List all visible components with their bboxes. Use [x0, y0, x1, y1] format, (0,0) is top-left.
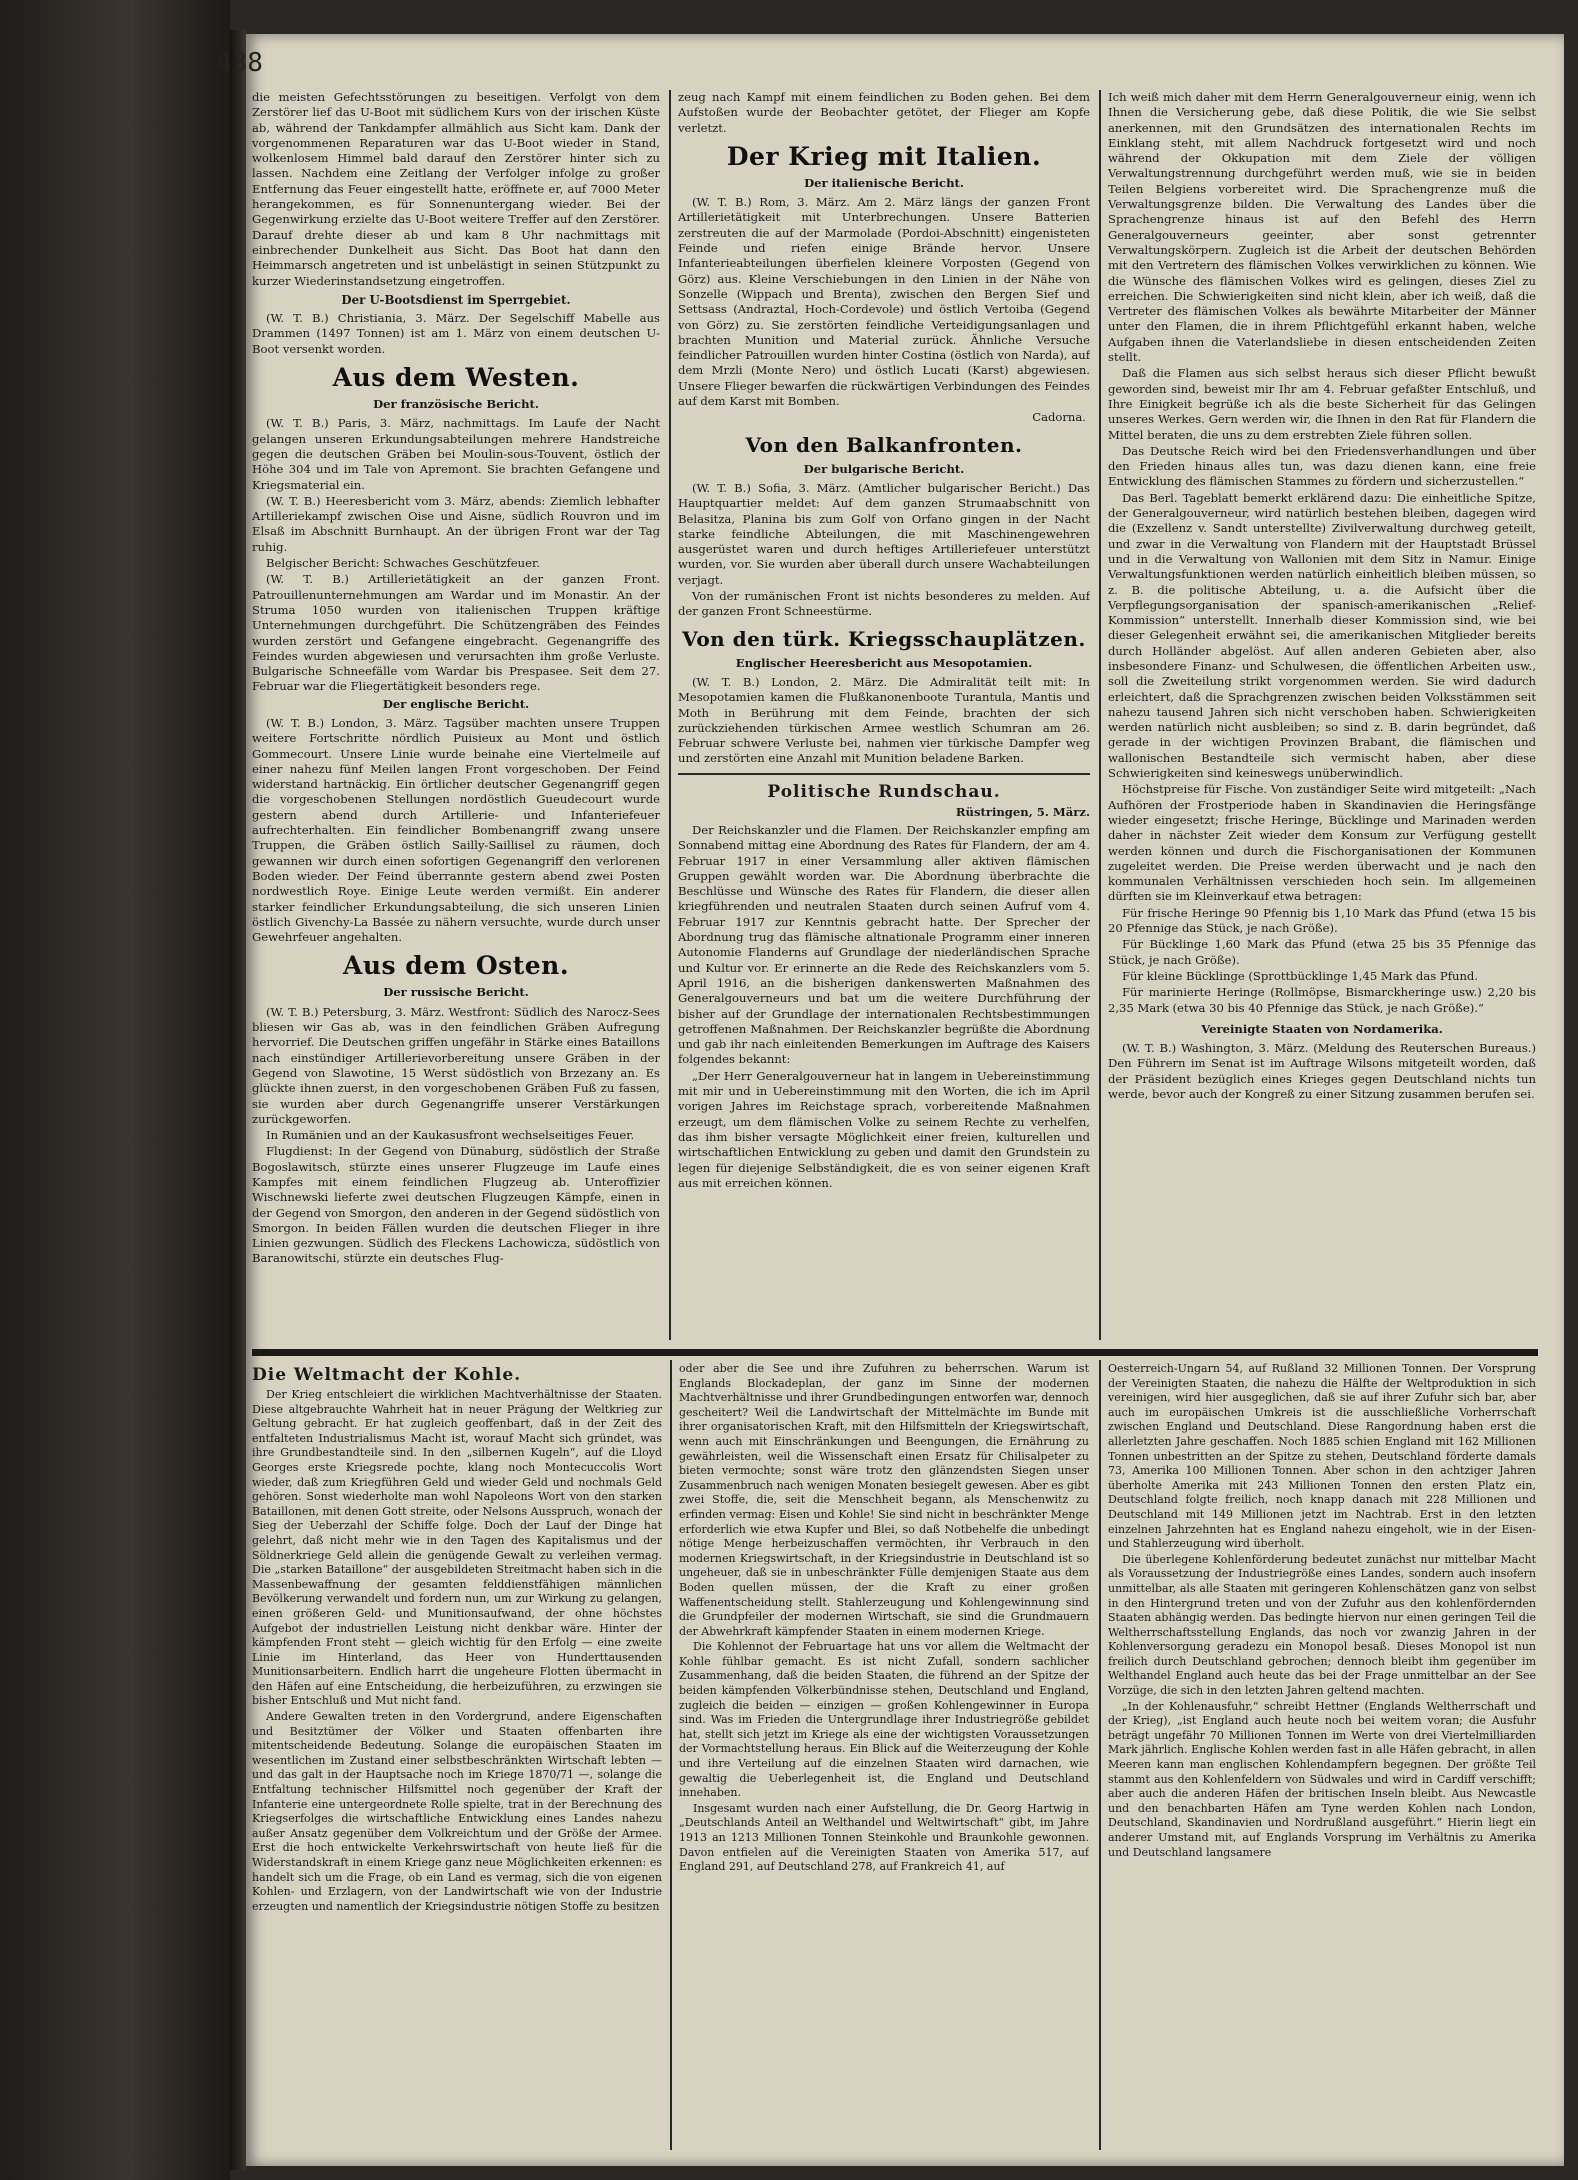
colB-intro — [678, 90, 1090, 136]
kohle-rule-2 — [1099, 1360, 1101, 2150]
paragraph: zeug nach Kampf mit einem feindlichen zu Boden gehen. Bei dem Aufstoßen wurde der Beobachter getötet, der Flieger am Kopfe verletzt. — [678, 90, 1090, 135]
paragraph: (W. T. B.) Sofia, 3. März. (Amtlicher bulgarischer Bericht.) Das Hauptquartier meldet: Auf dem ganzen Strumaabschnitt von Belasitza, Planina bis zum Golf von Orfano gingen in der Nacht starke feindliche Abteilungen, die mit Maschinengewehren ausgerüstet waren und durch heftiges Artilleriefeuer unterstützt wurden, vor. Sie wurden aber überall durch unsere Wachabteilungen verjagt. — [678, 480, 1090, 587]
paragraph: (W. T. B.) Heeresbericht vom 3. März, abends: Ziemlich lebhafter Artilleriekampf zwischen Oise und Aisne, südlich Rouvron und im Elsaß im Abschnitt Burnhaupt. An der übrigen Front war der Tag ruhig. — [252, 493, 660, 554]
paragraph: Für marinierte Heringe (Rollmöpse, Bismarckheringe usw.) 2,20 bis 2,35 Mark (etwa 30 bis 40 Pfennige das Stück, je nach Größe).“ — [1108, 985, 1536, 1015]
paragraph: (W. T. B.) Artillerietätigkeit an der ganzen Front. Patrouillenunternehmungen am Wardar und im Monastir. An der Struma 1050 wurden von italienischen Truppen kräftige Unternehmungen durchgeführt. Die Schützengräben des Feindes wurden zerstört und Gefangene eingebracht. Gegenangriffe des Feindes wurden abgewiesen und verursachten ihm große Verluste. Bulgarische Schneefälle vom Wardar bis Prespasee. Seit dem 27. Februar war die Fliegertätigkeit besonders rege. — [252, 572, 660, 694]
westen-subhead: Der französische Bericht. — [373, 397, 539, 412]
paragraph: Die überlegene Kohlenförderung bedeutet zunächst nur mittelbar Macht als Voraussetzung der Industriegröße eines Landes, sondern auch insofern unmittelbar, als alle Staaten mit geringeren Kohlenschätzen ganz von selbst in den Hintergrund treten und von der Zufuhr aus den kohlenfördernden Staaten abhängig werden. Das bedingte hiervon nur einen geringen Teil die Weltherrschaftsstellung Englands, das noch vor zwanzig Jahren in der Kohlenversorgung geradezu ein Monopol besaß. Dieses Monopol ist nun freilich durch Deutschland gebrochen; dennoch bleibt ihm gegenüber im Welthandel England auch heute das bei der Frage unmittelbar an der See Vorzüge, die sich in den letzten Jahren geltend machten. — [1108, 1552, 1536, 1698]
paragraph: Für kleine Bücklinge (Sprottbücklinge 1,45 Mark das Pfund. — [1122, 968, 1479, 983]
politik-headline: Politische Rundschau. — [767, 781, 1001, 802]
paragraph: „In der Kohlenausfuhr,“ schreibt Hettner (Englands Weltherrschaft und der Krieg), „ist England auch heute noch bei weitem voran; die Ausfuhr beträgt ungefähr 70 Millionen Tonnen im Werte von drei Viertelmilliarden Mark jährlich. Englische Kohlen werden fast in alle Häfen gebracht, in allen Meeren kann man englischen Kohlendampfern begegnen. Der größte Teil stammt aus den Kohlenfeldern von Südwales und wird in Cardiff verschifft; aber auch die anderen Häfen der britischen Inseln bleibt. Aus Newcastle und den benachbarten Häfen am Tyne werden Kohlen nach London, Deutschland, Skandinavien und Nordrußland ausgeführt.“ Hierin liegt ein anderer Umstand mit, auf Englands Vorsprung im Verhältnis zu Amerika und Deutschland langsamere — [1108, 1699, 1536, 1859]
page-number: 438 — [216, 48, 263, 78]
paragraph: Daß die Flamen aus sich selbst heraus sich dieser Pflicht bewußt geworden sind, beweist mir Ihr am 4. Februar gefaßter Entschluß, und Ihre Einigkeit begrüße ich als die beste Sicherheit für das Gelingen unseres Werkes. Gern werden wir, die Ihnen in den Rat für Flandern die Mittel beraten, die uns zu dem erstrebten Ziele führen sollen. — [1108, 366, 1536, 442]
paragraph: Andere Gewalten treten in den Vordergrund, andere Eigenschaften und Besitztümer der Völker und Staaten offenbarten ihre mitentscheidende Bedeutung. Solange die europäischen Staaten im wesentlichen im Zustand einer selbstbeschränkten Wirtschaft lebten — und das galt in der Hauptsache noch im Kriege 1870/71 —, solange die Entfaltung technischer Hilfsmittel noch gegenüber der Kraft der Infanterie eine untergeordnete Rolle spielte, trat in der Berechnung des Kriegserfolges die wirtschaftliche Entwicklung eines Landes nahezu außer Ansatz gegenüber dem Volkreichtum und der Größe der Armee. Erst die hoch entwickelte Verkehrswirtschaft von heute ließ für die Widerstandskraft in einem Kriege ganz neue Möglichkeiten erkennen: es handelt sich um die Frage, ob ein Land es vermag, sich die von eigenen Kohlen- und Erzlagern, von der Landwirtschaft wie von der Industrie erzeugten und namentlich der Kriegsindustrie nötigen Stoffe zu besitzen — [252, 1710, 662, 1913]
balkan-subhead: Der bulgarische Bericht. — [803, 461, 965, 476]
paragraph: Für frische Heringe 90 Pfennig bis 1,10 Mark das Pfund (etwa 15 bis 20 Pfennige das Stück, je nach Größe). — [1108, 905, 1536, 936]
paragraph: Die Kohlennot der Februartage hat uns vor allem die Weltmacht der Kohle fühlbar gemacht. Es ist nicht Zufall, sondern sachlicher Zusammenhang, daß die beiden Staaten, die führend an der Spitze der beiden kämpfenden Völkerbündnisse stehen, Deutschland und England, zugleich die beiden — einzigen — großen Kohlengewinner in Europa sind. Was im Frieden die Untergrundlage ihrer Industriegröße gebildet hat, stellt sich jetzt im Kriege als eine der wichtigsten Voraussetzungen der Vormachtstellung heraus. Ein Blick auf die Weiterzeugung der Kohle und ihre Verteilung auf die einzelnen Staaten wird darnachen, wie gewaltig die Ueberlegenheit ist, die England und Deutschland innehaben. — [679, 1640, 1089, 1800]
politik-dateline: Rüstringen, 5. März. — [955, 804, 1090, 819]
column-rule-1 — [669, 90, 671, 1340]
section-rule — [252, 1349, 1538, 1356]
colC-politik-cont — [1108, 90, 1536, 1016]
paragraph: (W. T. B.) London, 2. März. Die Admiralität teilt mit: In Mesopotamien kamen die Flußkanonenboote Turantula, Mantis und Moth in Berührung mit dem Feinde, brachten der sich zurückziehenden türkischen Armee westlich Schumran am 26. Februar schwere Verluste bei, nahmen vier türkische Dampfer weg und zerstörten eine Anzahl mit Munition beladene Barken. — [678, 674, 1090, 766]
paragraph: Für Bücklinge 1,60 Mark das Pfund (etwa 25 bis 35 Pfennige das Stück, je nach Größe). — [1108, 937, 1536, 967]
paragraph: Flugdienst: In der Gegend von Dünaburg, südöstlich der Straße Bogoslawitsch, stürzte eines unserer Flugzeuge im Laufe eines Kampfes mit einem feindlichen Flugzeug ab. Unteroffizier Wischnewski lieferte zwei deutschen Flugzeugen Kämpfe, einen in der Gegend von Smorgon, den anderen in der Gegend südöstlich von Smorgon. In beiden Fällen wurden die deutschen Flieger in ihre Linien gezwungen. Südlich des Fleckens Lachowicza, südöstlich von Baranowitschi, stürzte ein deutsches Flug- — [252, 1144, 660, 1266]
paragraph: Insgesamt wurden nach einer Aufstellung, die Dr. Georg Hartwig in „Deutschlands Anteil an Welthandel und Weltwirtschaft“ gibt, im Jahre 1913 an 1213 Millionen Tonnen Steinkohle und Braunkohle gewonnen. Davon entfielen auf die Vereinigten Staaten von Amerika 517, auf England 291, auf Deutschland 278, auf Frankreich 41, auf — [679, 1801, 1089, 1874]
paragraph: Oesterreich-Ungarn 54, auf Rußland 32 Millionen Tonnen. Der Vorsprung der Vereinigten Staaten, die nahezu die Hälfte der Weltproduktion in sich vereinigen, wird hier ausgeglichen, daß sie auf ihrer Zufuhr sich bar, aber auch im europäischen Umkreis ist die ausschließliche Vorherrschaft zwischen England und Deutschland. Diese Rangordnung haben erst die allerletzten Jahre geschaffen. Noch 1885 schien England mit 162 Millionen Tonnen unbestritten an der Spitze zu stehen, Deutschland förderte damals 73, Amerika 100 Millionen Tonnen. Aber schon in den achtziger Jahren überholte Amerika mit 243 Millionen Tonnen den ersten Platz ein, Deutschland folgte freilich, noch knapp danach mit 228 Millionen und Deutschland mit 149 Millionen jetzt im Nachtrab. Erst in den letzten einzelnen Jahrzehnten hat es England nahezu eingeholt, wie in der Eisen- und Stahlerzeugung wird überholt. — [1108, 1362, 1536, 1551]
colC-usa — [1108, 1041, 1536, 1102]
paragraph: oder aber die See und ihre Zufuhren zu beherrschen. Warum ist Englands Blockadeplan, der ganz im Sinne der modernen Machtverhältnisse und ihrer Grundbedingungen entworfen war, dennoch gescheitert? Weil die Landwirtschaft der Mittelmächte im Bunde mit ihrer organisatorischen Kraft, mit den Hilfsmitteln der Kriegswirtschaft, wenn auch mit Einschränkungen und Beengungen, die Ernährung zu gewährleisten, weil die Wissenschaft einen Ersatz für Chilisalpeter zu bieten vermochte; sonst wäre trotz den glänzendsten Siegen unser Zusammenbruch nach wenigen Monaten besiegelt gewesen. Aber es gibt zwei Stoffe, die, seit die Menschheit begann, als Menschenwitz zu erfinden vermag: Eisen und Kohle! Sie sind nicht in beschränkter Menge erforderlich wie etwa Kupfer und Blei, so daß Notbehelfe die unbedingt nötige Menge herbeizuschaffen vermöchten, ihr Verbrauch in den modernen Kriegswirtschaft, in der Kriegsindustrie in Deutschland ist so ungeheuer, daß sie in unbeschränkter Fülle demjenigen Staate aus dem Boden quellen müssen, der die Kraft zu einer großen Waffenentscheidung stellt. Stahlerzeugung und Kohlengewinnung sind die Grundpfeiler der modernen Wirtschaft, sie sind die Grundmauern der Abwehrkraft kämpfender Staaten in einem modernen Kriege. — [679, 1362, 1089, 1638]
colA-ubootdienst — [252, 311, 660, 357]
englisch-subhead: Der englische Bericht. — [382, 696, 530, 711]
balkan-headline: Von den Balkanfronten. — [745, 432, 1023, 457]
page-gutter — [230, 30, 246, 2170]
paragraph: Das Berl. Tageblatt bemerkt erklärend dazu: Die einheitliche Spitze, der Generalgouverneur, wird natürlich bestehen bleiben, dagegen wird die (Exzellenz v. Sandt unterstellte) Zivilverwaltung durchweg geteilt, und zwar in die Verwaltung von Flandern mit der Hauptstadt Brüssel und in die Verwaltung von Wallonien mit dem Sitz in Namur. Einige Verwaltungsfunktionen werden natürlich einheitlich bleiben müssen, so z. B. die politische Abteilung, u. a. die Aufsicht über die Verpflegungsorganisation der spanisch-amerikanischen „Relief-Kommission“ unterstellt. Innerhalb dieser Kommission sind, wie bei dieser Gelegenheit erwähnt sei, die amerikanischen Mitglieder bereits durch Holländer abgelöst. Auf allen anderen Gebieten aber, also insbesondere Finanz- und Schulwesen, die öffentlichen Arbeiten usw., soll die Zweiteilung strikt vorgenommen werden. Sie wird dadurch erleichtert, daß die Sprachgrenzen zwischen beiden Volksstämmen seit nahezu tausend Jahren sich nicht verschoben haben. Schwierigkeiten werden natürlich nicht ausbleiben; so sind z. B. darin begründet, daß gerade in der wichtigen Provinzen Brabant, die flämischen und wallonischen Bestandteile sich vermischt haben, aber diese Schwierigkeiten sind keineswegs unüberwindlich. — [1108, 490, 1536, 781]
column-a-top — [252, 90, 660, 1345]
paragraph: „Der Herr Generalgouverneur hat in langem in Uebereinstimmung mit mir und in Uebereinstimmung mit den Worten, die ich im April vorigen Jahres im Reichstage sprach, vorbereitende Maßnahmen erzeugt, um dem flämischen Volke zu seinem Rechte zu verhelfen, das ihm bisher versagte Möglichkeit einer freien, kulturellen und wirtschaftlichen Entwicklung zu geben und damit den Grundstein zu legen für diejenige Selbständigkeit, die es von seiner eigenen Kraft aus mit erreichen können. — [678, 1068, 1090, 1190]
kohle-rule-1 — [670, 1360, 672, 2150]
kohle-col3-text — [1108, 1362, 1536, 1860]
paragraph: (W. T. B.) Rom, 3. März. Am 2. März längs der ganzen Front Artillerietätigkeit mit Unterbrechungen. Unsere Batterien zerstreuten die auf der Marmolade (Pordoi-Abschnitt) eingenisteten Feinde und riefen einige Brände hervor. Unsere Infanterieabteilungen überfielen kleinere Vorposten (Gegend von Görz) aus. Kleine Verschiebungen in den Linien in der Nähe von Sonzelle (Wippach und Brenta), zwischen den Bergen Sief und Settsass (Andraztal, Hoch-Cordevole) und östlich Vertoiba (Gegend von Görz) zu. Sie zerstörten feindliche Verteidigungsanlagen und brachten Munition und Material zurück. Ähnliche Versuche feindlicher Patrouillen wurden hinter Costina (östlich von Narda), auf dem Mrzli (Monte Nero) und östlich Lucati (Karst) abgewiesen. Unsere Flieger bewarfen die rückwärtigen Verbindungen des Feindes auf dem Karst mit Bomben. — [678, 195, 1090, 409]
kohle-col2-text — [679, 1362, 1089, 1875]
paragraph: Belgischer Bericht: Schwaches Geschützfeuer. — [266, 556, 540, 571]
westen-headline: Aus dem Westen. — [332, 363, 580, 393]
kohle-col1-text — [252, 1388, 662, 1914]
column-rule-2 — [1099, 90, 1101, 1340]
italien-headline: Der Krieg mit Italien. — [726, 141, 1042, 171]
paragraph: Ich weiß mich daher mit dem Herrn Generalgouverneur einig, wenn ich Ihnen die Versicherung gebe, daß diese Politik, die wie Sie selbst anerkennen, mit den Grundsätzen des internationalen Rechts im Einklang steht, mit allem Nachdruck fortgesetzt wird und noch während der Okkupation mit dem Ziele der völligen Verwaltungstrennung durchgeführt werden muß, wie sie in beiden Teilen Belgiens vorbereitet wird. Die Sprachengrenze muß die Verwaltungsgrenze bilden. Die Verwaltung des Landes über die Sprachengrenze hinaus ist auf den Befehl des Herrn Generalgouverneurs geeinter, aber sonst getrennter Verwaltungskörpern. Zugleich ist die Arbeit der deutschen Behörden mit den Vertretern des flämischen Volkes verwirklichen zu können. Wie die Wünsche des flämischen Volkes wird es gelingen, dieses Ziel zu erreichen. Die Schwierigkeiten sind nicht klein, aber ich weiß, daß die Vertreter des flämischen Volkes als bewährte Mitarbeiter der Männer unter den Flamen, die in ihrem Pflichtgefühl erkannt haben, welche Aufgaben ihnen die Vaterlandsliebe in diesen entscheidenden Zeiten stellt. — [1108, 90, 1536, 365]
paragraph: (W. T. B.) Paris, 3. März, nachmittags. Im Laufe der Nacht gelangen unseren Erkundungsabteilungen mehrere Handstreiche gegen die deutschen Gräben bei Moulin-sous-Touvent, östlich der Höhe 304 und im Tale von Apremont. Sie brachten Gefangene und Kriegsmaterial ein. — [252, 416, 660, 492]
kohle-column-3 — [1108, 1362, 1536, 2152]
italien-signature: Cadorna. — [1032, 410, 1086, 425]
paragraph: Das Deutsche Reich wird bei den Friedensverhandlungen und über den Frieden hinaus alles tun, was dazu dienen kann, eine freie Entwicklung des flämischen Stammes zu fördern und sicherzustellen.“ — [1108, 443, 1536, 489]
osten-headline: Aus dem Osten. — [342, 951, 570, 981]
book-spine — [0, 0, 230, 2180]
column-b-top — [678, 90, 1090, 1345]
paragraph: In Rumänien und an der Kaukasusfront wechselseitiges Feuer. — [266, 1128, 635, 1143]
kohle-column-2 — [679, 1362, 1089, 2152]
kohle-headline: Die Weltmacht der Kohle. — [252, 1365, 522, 1385]
colA-englisch — [252, 716, 660, 945]
paragraph: (W. T. B.) Christiania, 3. März. Der Segelschiff Mabelle aus Drammen (1497 Tonnen) ist am 1. März von einem deutschen U-Boot versenkt worden. — [252, 311, 660, 356]
paragraph: (W. T. B.) London, 3. März. Tagsüber machten unsere Truppen weitere Fortschritte nördlich Puisieux au Mont und östlich Gommecourt. Unsere Linie wurde beinahe eine Viertelmeile auf einer nahezu fünf Meilen langen Front vorgeschoben. Der Feind widerstand hartnäckig. Ein örtlicher deutscher Gegenangriff gegen die vorgeschobenen Stellungen nordöstlich Gueudecourt wurde gestern abend durch Artillerie- und Infanteriefeuer aufrechterhalten. Ein feindlicher Bombenangriff zwang unsere Truppen, die Gräben östlich Sailly-Saillisel zu räumen, doch gewannen wir durch einen sofortigen Gegenangriff den verlorenen Boden wieder. Der Feind überrannte gestern abend zwei Posten nordwestlich Roye. Einige Leute werden vermißt. Ein anderer starker feindlicher Erkundungsabteilung, die sich unseren Linien östlich Givenchy-La Bassée zu nähern versuchte, wurde durch unser Gewehrfeuer angehalten. — [252, 715, 660, 945]
colB-italien — [678, 195, 1090, 409]
paragraph: die meisten Gefechtsstörungen zu beseitigen. Verfolgt von dem Zerstörer lief das U-Boot mit südlichem Kurs von der irischen Küste ab, während der Tankdampfer allmählich aus Sicht kam. Dank der vorgenommenen Reparaturen war das U-Boot wieder in Stand, wolkenlosem Himmel bald darauf den Zerstörer hinter sich zu lassen. Nachdem eine Zeitlang der Verfolger infolge zu großer Entfernung das Feuer eingestellt hatte, eröffnete er, auf 7000 Meter herangekommen, es für Sonnenuntergang wieder. Bei der Gegenwirkung erzielte das U-Boot weitere Treffer auf den Zerstörer. Darauf drehte dieser ab und kam 8 Uhr nachmittags mit einbrechender Dunkelheit aus Sicht. Das Boot hat dann den Heimmarsch angetreten und ist unbelästigt in seinen Stützpunkt zu kurzer Wiederinstandsetzung eingetroffen. — [252, 90, 660, 288]
paragraph: (W. T. B.) Petersburg, 3. März. Westfront: Südlich des Narocz-Sees bliesen wir Gas ab, was in den feindlichen Gräben Aufregung hervorrief. Die Deutschen griffen ungefähr in Stärke eines Bataillons nach einstündiger Artillerievorbereitung unsere Gräben in der Gegend von Slawotine, 15 Werst südöstlich von Brzezany an. Es glückte ihnen zuerst, in den vorgeschobenen Gräben Fuß zu fassen, sie wurden aber durch Gegenangriffe unserer Verstärkungen zurückgeworfen. — [252, 1004, 660, 1126]
paragraph: Von der rumänischen Front ist nichts besonderes zu melden. Auf der ganzen Front Schneestürme. — [678, 589, 1090, 619]
usa-subhead: Vereinigte Staaten von Nordamerika. — [1201, 1021, 1443, 1036]
paragraph: Der Krieg entschleiert die wirklichen Machtverhältnisse der Staaten. Diese altgebrauchte Wahrheit hat in neuer Prägung der Weltkrieg zur Geltung gebracht. Er hat zugleich geoffenbart, daß in der Zeit des entfalteten Industrialismus Macht ist, worauf Macht sich gründet, was ihre Grundbestandteile sind. In den „silbernen Kugeln“, auf die Lloyd Georges erste Kriegsrede pochte, klang noch Montecuccolis Wort wieder, daß zum Kriegführen Geld und wieder Geld und nochmals Geld gehören. Sonst wiederholte man wohl Napoleons Wort von den starken Bataillonen, mit denen Gott streite, oder Nelsons Ausspruch, wonach der Sieg der Ueberzahl der Schiffe folge. Doch der Lauf der Dinge hat gelehrt, daß nicht mehr wie in den Tagen des Kapitalismus und der Söldnerkriege Geld allein die genügende Gewalt zu verleihen vermag. Die „starken Bataillone“ der ausgebildeten Streitmacht haben sich in die Massenbewaffnung der gesamten felddienstfähigen männlichen Bevölkerung verwandelt und fordern nun, um zur Wirkung zu gelangen, einen größeren Geld- und Munitionsaufwand, der ohne höchstes Aufgebot der industriellen Leistung nicht denkbar wäre. Hinter der kämpfenden Front steht — gleich wichtig für den Erfolg — eine zweite Linie im Hinterland, das Heer von Hunderttausenden Munitionsarbeitern. Endlich harrt die ungeheure Flotten übermacht in den Häfen auf eine Entscheidung, die herbeizuführen, zu erzwingen sie bisher Entschluß und Mut nicht fand. — [252, 1388, 662, 1708]
tuerk-headline: Von den türk. Kriegsschauplätzen. — [682, 626, 1086, 651]
colB-tuerk — [678, 675, 1090, 767]
italien-subhead: Der italienische Bericht. — [804, 175, 964, 190]
ubootdienst-title: Der U-Bootsdienst im Sperrgebiet. — [341, 292, 571, 307]
paragraph: (W. T. B.) Washington, 3. März. (Meldung des Reuterschen Bureaus.) Den Führern im Senat ist im Auftrage Wilsons mitgeteilt worden, daß der Präsident bezüglich eines Krieges gegen Deutschland nichts tun werde, bevor auch der Kongreß zu einer Sitzung zusammen berufen sei. — [1108, 1041, 1536, 1101]
colA-westen — [252, 416, 660, 694]
paragraph: Höchstpreise für Fische. Von zuständiger Seite wird mitgeteilt: „Nach Aufhören der Frostperiode haben in Skandinavien die Heringsfänge wieder eingesetzt; frische Heringe, Bücklinge und Marinaden werden daher in nächster Zeit wieder dem Konsum zur Verfügung gestellt werden können und durch die Fischorganisationen der Kommunen zugeleitet werden. Die Preise werden überwacht und je nach den kommunalen Verhältnissen verschieden hoch sein. Im allgemeinen dürften sie im Kleinverkauf etwa betragen: — [1108, 782, 1536, 904]
osten-subhead: Der russische Bericht. — [383, 985, 529, 1000]
colB-politik — [678, 823, 1090, 1191]
tuerk-subhead: Englischer Heeresbericht aus Mesopotamien. — [735, 655, 1033, 670]
colA-osten — [252, 1005, 660, 1267]
column-c-top — [1108, 90, 1536, 1345]
politik-top-rule — [678, 773, 1090, 775]
colB-balkan — [678, 481, 1090, 620]
paragraph: Der Reichskanzler und die Flamen. Der Reichskanzler empfing am Sonnabend mittag eine Abordnung des Rates für Flandern, der am 4. Februar 1917 in einer Versammlung aller aktiven flämischen Gruppen gewählt worden war. Die Abordnung überbrachte die Beschlüsse und Wünsche des Rates für Flandern, die dieser allen kriegführenden und neutralen Staaten durch seinen Aufruf vom 4. Februar 1917 zur Kenntnis gebracht hatte. Der Sprecher der Abordnung trug das flämische altnationale Programm einer inneren Autonomie Flanderns auf Grundlage der niederländischen Sprache und Kultur vor. Er erinnerte an die Rede des Reichskanzlers vom 5. April 1916, an die bisherigen dankenswerten Maßnahmen des Generalgouverneurs und bat um die weitere Durchführung der bisher auf der Grundlage der internationalen Rechtsbestimmungen getroffenen Maßnahmen. Der Reichskanzler begrüßte die Abordnung und gab ihr nach einleitenden Bemerkungen im Auftrage des Kaisers folgendes bekannt: — [678, 822, 1090, 1067]
colA-intro — [252, 90, 660, 289]
kohle-column-1 — [252, 1362, 662, 2152]
